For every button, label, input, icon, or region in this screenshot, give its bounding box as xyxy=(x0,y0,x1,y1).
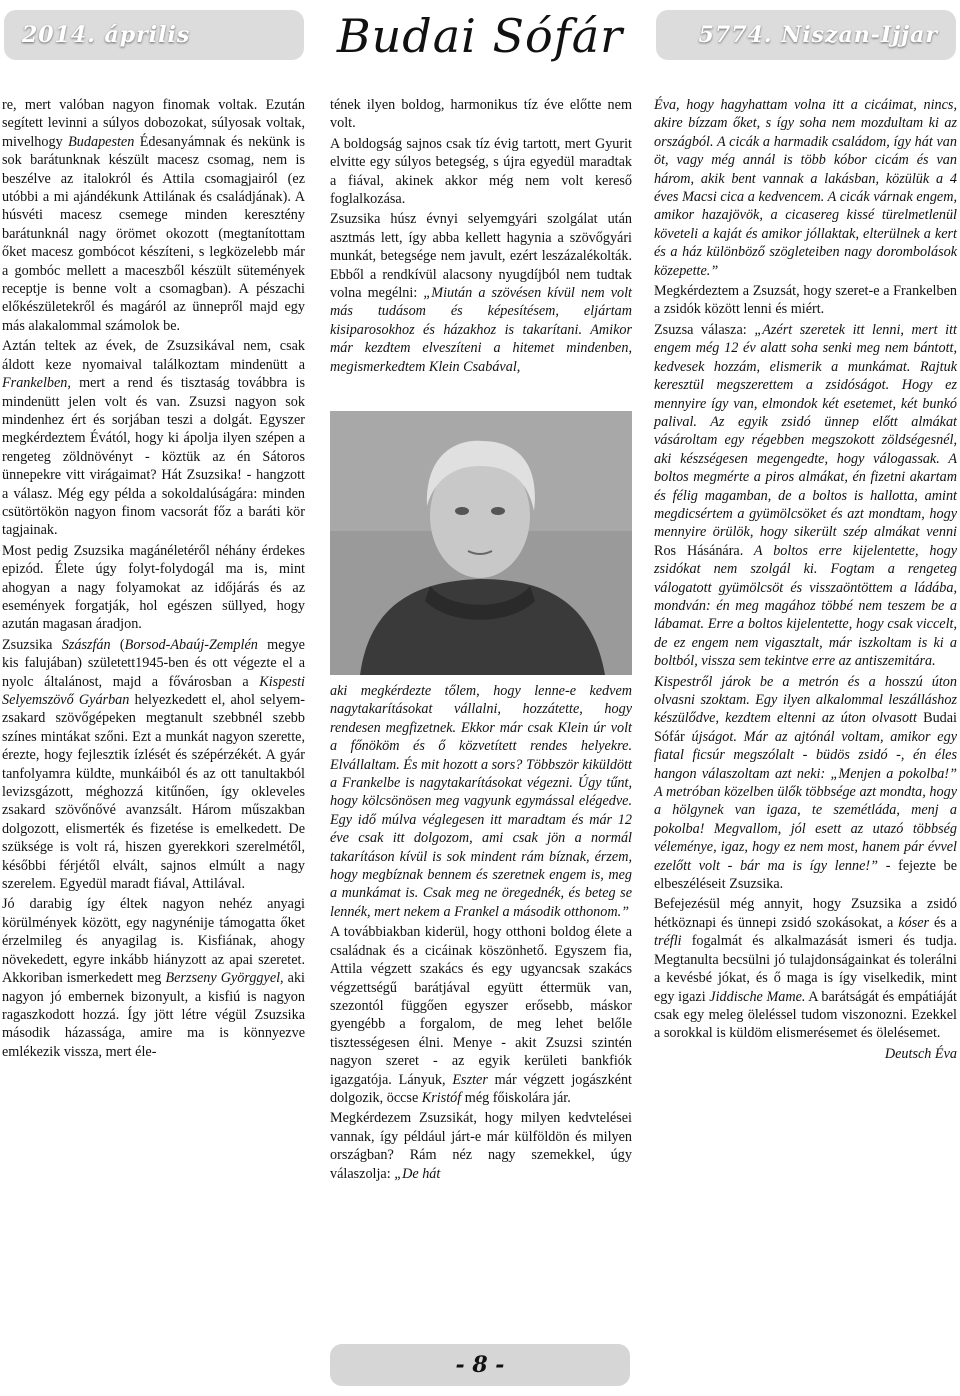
paragraph: aki megkérdezte tőlem, hogy lenne-e kedvem nagytakarításokat vállalni, hozzátette, hogy rendesen megfizetnek. Ekkor már csak Klein úr volt a főnököm és ő közvetített rendes helyekre. Elvállaltam. És mit hozott a sors? Többször kiküldött a Frankelbe is nagytakarításokat végezni. Úgy tűnt, hogy kölcsönösen meg vagyunk egymással elégedve. Egy idő múlva véglegesen itt maradtam és már 12 éve csak itt dolgozom, ami csak jön a normál takarításon kívül is sok mindent rám bíznak, érzem, hogy megbíznak bennem és szeretnek engem is, meg a munkámat is. Csak meg ne öregednék, és beteg se lennék, mert nekem a Frankel a második otthonom.” xyxy=(330,683,632,920)
paragraph: Aztán teltek az évek, de Zsuzsikával nem, csak áldott keze nyomaival találkoztam mindenütt a Frankelben, mert a rend és tisztaság továbbra is mindenütt jelen volt és van. Zsuzsi nagyon sok mindenhez ért és sorjában teszi a dolgát. Egyszer megkérdeztem Évától, hogy ki ápolja ilyen szépen a rengeteg zöldnövényt - köztük az én Sátoros ünnepekre vitt virágaimat? Hát Zsuzsika! - hangzott a válasz. Még egy példa a sokoldalúságára: minden csütörtökön nagyon finom vacsorát főz a baráti kör tagjainak. xyxy=(2,338,305,539)
masthead-text: Budai Sófár xyxy=(336,9,624,63)
paragraph: Megkérdeztem a Zsuzsát, hogy szeret-e a Frankelben a zsidók között lenni és miért. xyxy=(654,283,957,318)
portrait-photo xyxy=(330,411,632,675)
masthead-title xyxy=(300,10,660,62)
paragraph: Zsuzsika húsz évnyi selyemgyári szolgálat után asztmás lett, így abba kellett hagynia a szövőgyári munkát, betegsége nem javult, ezért leszázalékolták. Ebből a rendkívül alacsony nyugdíjból nem tudtak volna megélni: „Miután a szövésen kívül nem volt más tudásom és képesítésem, eljártam kisiparosokhoz és házakhoz is takarítani. Amikor már kezdtem elveszíteni a hitemet mindenben, megismerkedtem Klein Csabával, xyxy=(330,211,632,375)
paragraph: Megkérdezem Zsuzsikát, hogy milyen kedvtelései vannak, így például járt-e már külföldön és milyen országban? Rám néz nagy szemekkel, úgy válaszolja: „De hát xyxy=(330,1110,632,1182)
paragraph: Kispestről járok be a metrón és a hosszú úton olvasni szoktam. Egy ilyen alkalommal leszálláshoz készülődve, kezdtem eltenni az úton olvasott Budai Sófár újságot. Már az ajtónál voltam, amikor egy fiatal ficsúr megszólalt - büdös zsidó -, én éles hangon válaszoltam azt neki: „Menjen a pokolba!” A metróban közelben ülők többsége azt mondta, hogy a hölgynek van igaza, te szemétláda, menj a pokolba! Megvallom, jól esett az utazó többség véleménye, igaz, hogy ez nem most, hanem pár évvel ezelőtt volt - bár ma is így lenne!” - fejezte be elbeszéléseit Zsuzsika. xyxy=(654,673,958,893)
paragraph: Befejezésül még annyit, hogy Zsuzsika a zsidó hétköznapi és ünnepi zsidó szokásokat, a kóser és a tréfli fogalmát és alkalmazását ismeri és tudja. Megtanulta becsülni jó tulajdonságainkat és tolerálni a kevésbé jókat, és ő maga is így viselkedik, mint egy igazi Jiddische Mame. A barátságát és empátiáját csak egy meleg öleléssel tudom viszonozni. Ezekkel a sorokkal is küldöm elismerésemet és ölelésemet. xyxy=(654,896,958,1042)
paragraph: Zsuzsika Szászfán (Borsod-Abaúj-Zemplén megye kis falujában) született1945-ben és ott végezte el a nyolc általánost, majd a fővárosban a Kispesti Selyemszövő Gyárban helyezkedett el, ahol selyem-zsakard szövőgépeken megtanult szebbnél szebb színes mintákat szőni. Ezt a munkát nagyon szerette, érezte, hogy fejlesztik ízlését és szépérzékét. A gyár tanfolyamra küldte, munkáiból és az ott tanultakból levizsgázott, méghozzá kitűnően, így okleveles zsakard szövőnővé avanzsált. Három műszakban dolgozott, elismerték és fizetése is emelkedett. De szüksége is volt rá, hiszen gyerekkori szerelmétől, későbbi férjétől elvált, sajnos elmúlt a nagy szerelem. Egyedül maradt fiával, Attilával. xyxy=(2,636,306,893)
paragraph: A továbbiakban kiderül, hogy otthoni boldog élete a családnak és a cicáinak köszönhető. Egyszem fia, Attila végzett szakács és egy ugyancsak szakács végzettségű barátjával együtt éttermük van, szezontól függően egyszer erősebb, máskor gyengébb a forgalom, de meg lehet belőle tisztességesen élni. Menye - akit Zsuzsi szintén nagyon szeret - az egyik kerületi bankfiók igazgatója. Lányuk, Eszter már végzett jogászként dolgozik, öccse Kristóf még főiskolára jár. xyxy=(330,924,632,1106)
author-signature: Deutsch Éva xyxy=(884,1045,957,1062)
issue-date-right xyxy=(656,10,956,60)
date-left-text: 2014. április xyxy=(22,22,191,48)
paragraph: Éva, hogy hagyhattam volna itt a cicáimat, nincs, akire bízzam őket, s így soha nem mozdultam ki az országból. A cicák a harmadik családom, így hát van öt, vagy még annál is több kóbor cicám és van három, akik bent vannak a lakásban, közülük a 4 éves Macsi cica a kedvencem. A cicák várnak engem, amikor hazajövök, a cicasereg kissé türelmetlenül követeli a kaját és amikor jóllaktak, elterülnek a kert és a ház különböző szögleteiben nagy dorombolások közepette.” xyxy=(654,97,957,279)
page-number-text: - 8 - xyxy=(455,1352,505,1378)
paragraph: A boldogság sajnos csak tíz évig tartott, mert Gyurit elvitte egy súlyos betegség, s újra egyedül maradtak a fiával, akinek akkor még nem volt kereső foglalkozása. xyxy=(330,135,632,208)
column-1 xyxy=(2,96,305,1063)
date-right-text: 5774. Niszan-Ijjar xyxy=(698,22,938,48)
issue-date-left xyxy=(4,10,304,60)
paragraph: Most pedig Zsuzsika magánéletéről néhány érdekes epizód. Élete úgy folyt-folydogál ma is, mint ahogyan a nagy folyamokat az időjárás és az események forgatják, hol egészen süllyed, hogy azután magasan áradjon. xyxy=(2,542,305,633)
column-2 xyxy=(330,96,632,1182)
column-2-continued xyxy=(330,682,632,1185)
paragraph: Jó darabig így éltek nagyon nehéz anyagi körülmények között, egy nagynénije támogatta őket érzelmileg és anyagilag is. Kisfiának, ahogy növekedett, egyre inkább hiányzott az apai szeretet. Akkoriban ismerkedett meg Berzseny Györggyel, aki nagyon jó embernek bizonyult, a kisfiú is nagyon ragaszkodott hozzá. Így jött létre végül Zsuzsika második házassága, amire ma is könnyezve emlékezik vissza, mert éle- xyxy=(2,896,305,1060)
paragraph: re, mert valóban nagyon finomak voltak. Ezután segített levinni a súlyos dobozokat, súlyosak voltak, mivelhogy Budapesten Édesanyámnak és nekünk is sok barátunknak készült macesz csomag, nem is beszélve az italokról és Attila csomagjairól (ez utóbbi a mi ajándékunk Attilának és családjának). A húsvéti macesz csemege minden keresztény barátunknál nagy örömet okozott (megtanítottam őket macesz gombócot készíteni, s legközelebb már a gombóc mellett a maceszből készült sütemények receptje is benne volt a csomagban). A pészachi előkészületekről és magáról az ünnepről majd egy más alakalommal számolok be. xyxy=(2,97,305,334)
portrait-image xyxy=(330,411,632,675)
page-number xyxy=(330,1344,630,1386)
paragraph: Zsuzsa válasza: „Azért szeretek itt lenni, mert itt engem még 12 év alatt soha senki meg nem bántott, kedvesek hozzám, elismerik a munkámat. Rajtuk keresztül megszerettem a zsidóságot. Hogy ez mennyire így van, elmondok két esetemet, két bunkó palival. Az egyik zsidó ünnep előtt almákat vásároltam egy régebben megszokott zöldségesnél, aki készségesen megengedte, hogy válogassak. A boltos megmérte a piros almákat, én fizetni akartam és félig magamban, de a boltos is hallotta, amint megdicsértem a gyümölcsöket és azt mondtam, hogy mennyire örülök, hogy sikerült szép almákat venni Ros Hásánára. A boltos erre kijelentette, hogy zsidókat nem szolgál ki. Fogtam a rengeteg válogatott gyümölcsöt és visszaöntöttem a ládába, mondván: én meg magához többé nem teszem be a lábamat. Erre a boltos kijelentette, hogy csak viccelt, de ez engem nem vigasztalt, már iszkoltam is ki a boltból, vissza sem tekintve erre az antiszemitára. xyxy=(654,321,957,670)
column-3 xyxy=(654,96,957,1065)
paragraph: tének ilyen boldog, harmonikus tíz éve előtte nem volt. xyxy=(330,97,632,132)
